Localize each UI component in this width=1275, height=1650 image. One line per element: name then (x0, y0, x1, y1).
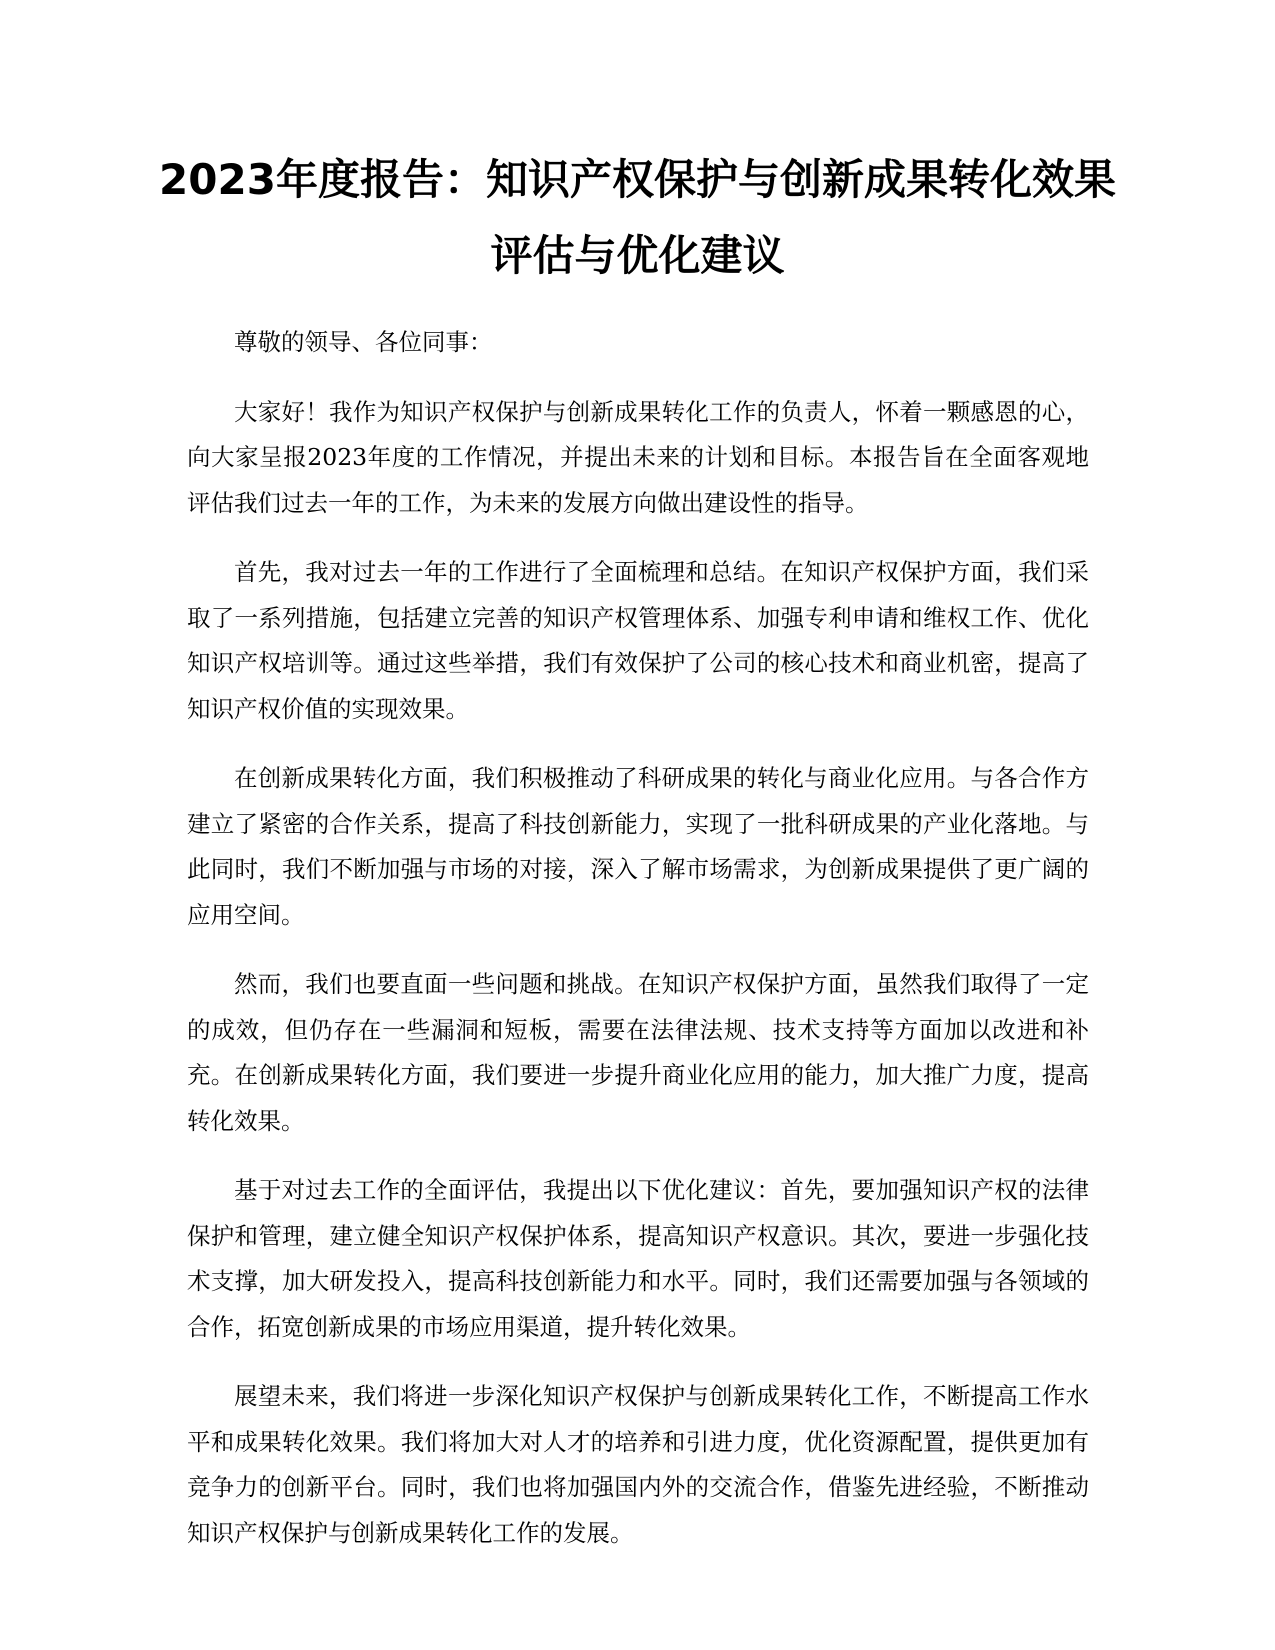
paragraph-challenges: 然而，我们也要直面一些问题和挑战。在知识产权保护方面，虽然我们取得了一定的成效，但仍存在一些漏洞和短板，需要在法律法规、技术支持等方面加以改进和补充。在创新成果转化方面，我们要进一步提升商业化应用的能力，加大推广力度，提高转化效果。 (187, 970, 1089, 1135)
document-body (187, 320, 1089, 1580)
paragraph-suggestions: 基于对过去工作的全面评估，我提出以下优化建议：首先，要加强知识产权的法律保护和管理，建立健全知识产权保护体系，提高知识产权意识。其次，要进一步强化技术支撑，加大研发投入，提高科技创新能力和水平。同时，我们还需要加强与各领域的合作，拓宽创新成果的市场应用渠道，提升转化效果。 (187, 1176, 1089, 1341)
paragraph-review: 首先，我对过去一年的工作进行了全面梳理和总结。在知识产权保护方面，我们采取了一系列措施，包括建立完善的知识产权管理体系、加强专利申请和维权工作、优化知识产权培训等。通过这些举措，我们有效保护了公司的核心技术和商业机密，提高了知识产权价值的实现效果。 (187, 558, 1089, 723)
paragraph-outlook: 展望未来，我们将进一步深化知识产权保护与创新成果转化工作，不断提高工作水平和成果转化效果。我们将加大对人才的培养和引进力度，优化资源配置，提供更加有竞争力的创新平台。同时，我们也将加强国内外的交流合作，借鉴先进经验，不断推动知识产权保护与创新成果转化工作的发展。 (187, 1382, 1089, 1547)
salutation: 尊敬的领导、各位同事： (234, 328, 493, 356)
document-title: 2023年度报告：知识产权保护与创新成果转化效果评估与优化建议 (159, 155, 1116, 280)
paragraph-transformation: 在创新成果转化方面，我们积极推动了科研成果的转化与商业化应用。与各合作方建立了紧密的合作关系，提高了科技创新能力，实现了一批科研成果的产业化落地。与此同时，我们不断加强与市场的对接，深入了解市场需求，为创新成果提供了更广阔的应用空间。 (187, 764, 1089, 929)
paragraph-greeting: 大家好！我作为知识产权保护与创新成果转化工作的负责人，怀着一颗感恩的心，向大家呈报2023年度的工作情况，并提出未来的计划和目标。本报告旨在全面客观地评估我们过去一年的工作，为未来的发展方向做出建设性的指导。 (187, 397, 1089, 517)
